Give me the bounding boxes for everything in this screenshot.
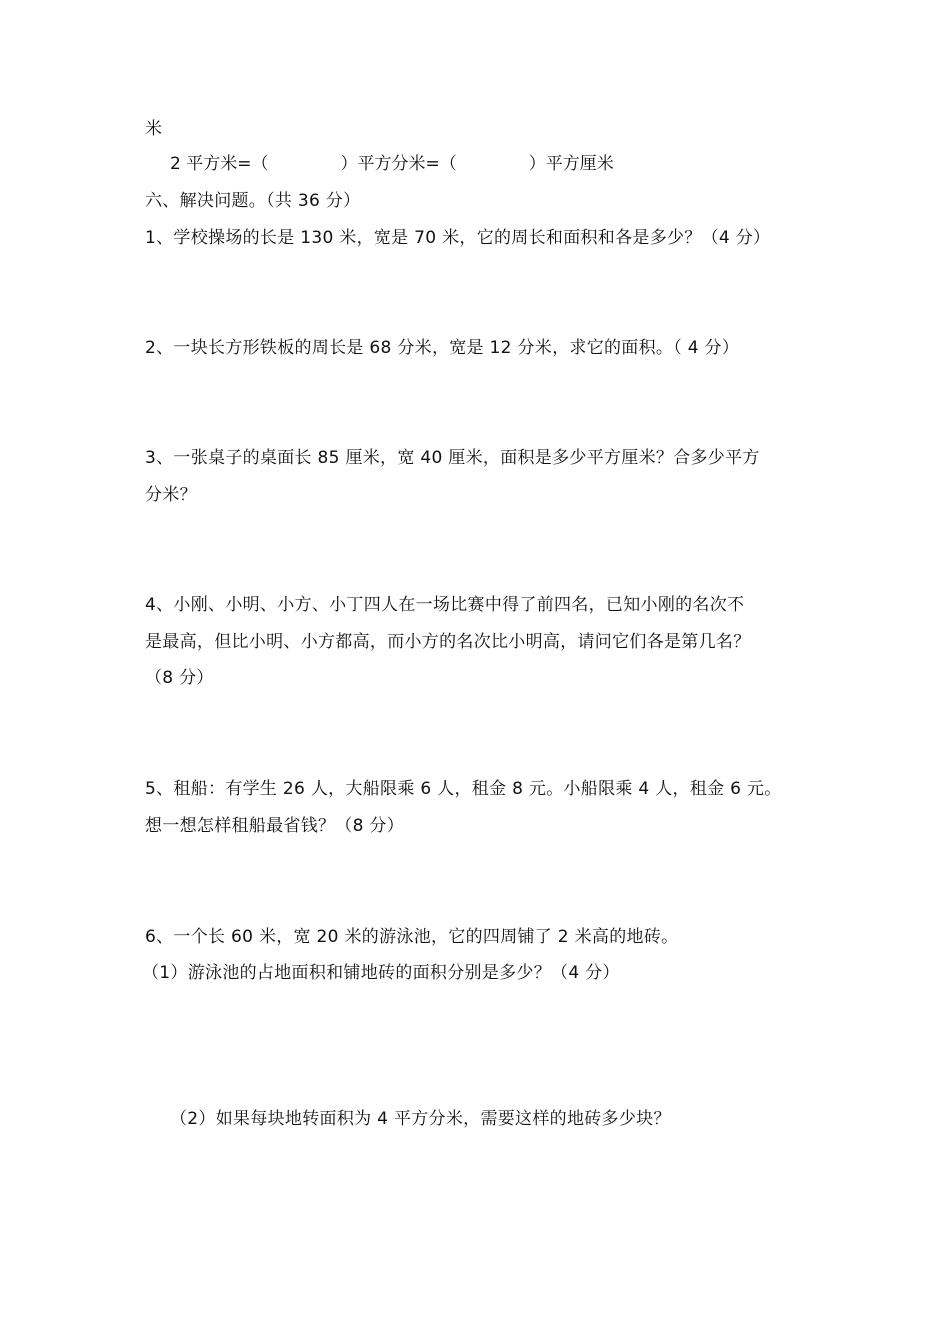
conversion-part-1: 2 平方米=（ [170,154,269,174]
question-5-line-1: 5、租船：有学生 26 人，大船限乘 6 人，租金 8 元。小船限乘 4 人，租金 6 元。 [145,779,782,799]
question-4-line-1: 4、小刚、小明、小方、小丁四人在一场比赛中得了前四名，已知小刚的名次不 [145,595,745,615]
question-3-line-1: 3、一张桌子的桌面长 85 厘米，宽 40 厘米，面积是多少平方厘米？合多少平方 [145,448,760,468]
question-6-line-1: 6、一个长 60 米，宽 20 米的游泳池，它的四周铺了 2 米高的地砖。 [145,927,679,947]
question-1: 1、学校操场的长是 130 米，宽是 70 米，它的周长和面积和各是多少？（4 分） [145,228,771,248]
question-2: 2、一块长方形铁板的周长是 68 分米，宽是 12 分米，求它的面积。（ 4 分） [145,338,740,358]
question-6-subquestion-1: （1）游泳池的占地面积和铺地砖的面积分别是多少？（4 分） [142,963,620,983]
section-title: 六、解决问题。（共 36 分） [145,191,361,211]
carryover-text: 米 [145,119,163,139]
question-5-line-2: 想一想怎样租船最省钱？（8 分） [145,816,405,836]
question-4-line-2: 是最高，但比小明、小方都高，而小方的名次比小明高，请问它们各是第几名？ [145,632,751,652]
question-4-line-3: （8 分） [145,668,214,688]
conversion-part-2: ）平方分米=（ [340,154,457,174]
question-6-subquestion-2: （2）如果每块地转面积为 4 平方分米，需要这样的地砖多少块？ [170,1109,671,1129]
question-3-line-2: 分米？ [145,485,197,505]
conversion-part-3: ）平方厘米 [528,154,614,174]
unit-conversion-line [170,153,614,175]
